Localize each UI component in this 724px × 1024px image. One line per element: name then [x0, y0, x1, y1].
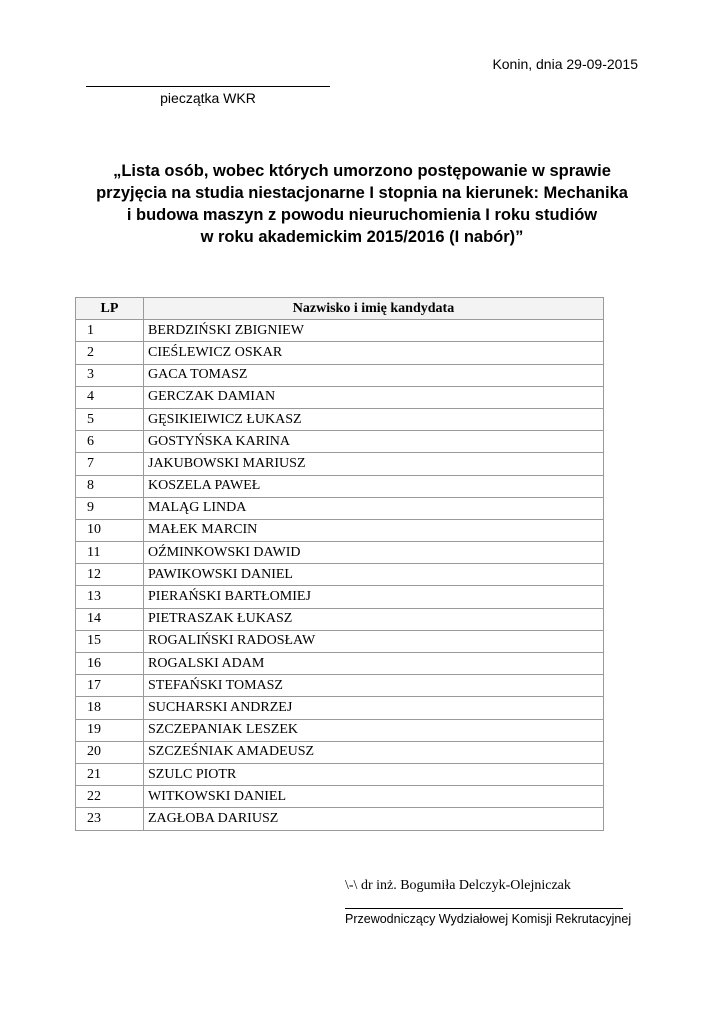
table-row	[76, 497, 604, 519]
candidate-name: SZCZEPANIAK LESZEK	[144, 719, 604, 741]
table-row	[76, 653, 604, 675]
title-line: przyjęcia na studia niestacjonarne I stopnia na kierunek: Mechanika	[96, 184, 628, 202]
table-row	[76, 697, 604, 719]
candidate-name: OŹMINKOWSKI DAWID	[144, 542, 604, 564]
row-number: 12	[76, 564, 144, 586]
row-number: 3	[76, 364, 144, 386]
table-row	[76, 564, 604, 586]
table-body	[76, 320, 604, 830]
candidate-name: KOSZELA PAWEŁ	[144, 475, 604, 497]
place-date: Konin, dnia 29-09-2015	[492, 56, 638, 72]
table-row	[76, 763, 604, 785]
title-line: „Lista osób, wobec których umorzono postępowanie w sprawie	[113, 162, 611, 180]
candidate-name: MALĄG LINDA	[144, 497, 604, 519]
candidate-name: BERDZIŃSKI ZBIGNIEW	[144, 320, 604, 342]
candidate-name: SZCZEŚNIAK AMADEUSZ	[144, 741, 604, 763]
title-line: i budowa maszyn z powodu nieuruchomienia I roku studiów	[126, 206, 598, 224]
row-number: 6	[76, 431, 144, 453]
table-row	[76, 786, 604, 808]
table-row	[76, 586, 604, 608]
row-number: 17	[76, 675, 144, 697]
row-number: 18	[76, 697, 144, 719]
candidate-name: STEFAŃSKI TOMASZ	[144, 675, 604, 697]
row-number: 20	[76, 741, 144, 763]
row-number: 4	[76, 386, 144, 408]
table-row	[76, 475, 604, 497]
row-number: 14	[76, 608, 144, 630]
row-number: 16	[76, 653, 144, 675]
signatory-role: Przewodniczący Wydziałowej Komisji Rekrutacyjnej	[345, 912, 632, 926]
candidates-table	[75, 297, 604, 831]
table-row	[76, 453, 604, 475]
candidate-name: PAWIKOWSKI DANIEL	[144, 564, 604, 586]
table-row	[76, 630, 604, 652]
candidate-name: WITKOWSKI DANIEL	[144, 786, 604, 808]
signature-line	[345, 908, 623, 909]
row-number: 5	[76, 408, 144, 430]
candidate-name: MAŁEK MARCIN	[144, 519, 604, 541]
candidate-name: PIETRASZAK ŁUKASZ	[144, 608, 604, 630]
candidate-name: GACA TOMASZ	[144, 364, 604, 386]
table-row	[76, 519, 604, 541]
table-row	[76, 364, 604, 386]
candidate-name: PIERAŃSKI BARTŁOMIEJ	[144, 586, 604, 608]
row-number: 15	[76, 630, 144, 652]
candidate-name: JAKUBOWSKI MARIUSZ	[144, 453, 604, 475]
candidate-name: ZAGŁOBA DARIUSZ	[144, 808, 604, 830]
row-number: 8	[76, 475, 144, 497]
table-row	[76, 431, 604, 453]
row-number: 19	[76, 719, 144, 741]
table-row	[76, 808, 604, 830]
row-number: 9	[76, 497, 144, 519]
table-row	[76, 542, 604, 564]
row-number: 10	[76, 519, 144, 541]
title-line: w roku akademickim 2015/2016 (I nabór)”	[200, 228, 524, 246]
candidate-name: CIEŚLEWICZ OSKAR	[144, 342, 604, 364]
candidate-name: GERCZAK DAMIAN	[144, 386, 604, 408]
document-title	[60, 160, 664, 248]
row-number: 11	[76, 542, 144, 564]
row-number: 21	[76, 763, 144, 785]
lp-column-header: LP	[76, 298, 144, 320]
table-row	[76, 342, 604, 364]
candidate-name: SZULC PIOTR	[144, 763, 604, 785]
name-column-header: Nazwisko i imię kandydata	[144, 298, 604, 320]
candidate-name: SUCHARSKI ANDRZEJ	[144, 697, 604, 719]
stamp-label: pieczątka WKR	[160, 90, 256, 106]
row-number: 2	[76, 342, 144, 364]
table-row	[76, 320, 604, 342]
row-number: 23	[76, 808, 144, 830]
row-number: 7	[76, 453, 144, 475]
row-number: 1	[76, 320, 144, 342]
candidate-name: GOSTYŃSKA KARINA	[144, 431, 604, 453]
table-row	[76, 386, 604, 408]
candidate-name: ROGALIŃSKI RADOSŁAW	[144, 630, 604, 652]
stamp-line	[86, 86, 330, 87]
table-header-row	[76, 298, 604, 320]
table-row	[76, 608, 604, 630]
candidate-name: ROGALSKI ADAM	[144, 653, 604, 675]
candidate-name: GĘSIKIEIWICZ ŁUKASZ	[144, 408, 604, 430]
table-row	[76, 408, 604, 430]
signature: \-\ dr inż. Bogumiła Delczyk-Olejniczak	[345, 878, 571, 893]
table-row	[76, 719, 604, 741]
row-number: 22	[76, 786, 144, 808]
row-number: 13	[76, 586, 144, 608]
table-row	[76, 675, 604, 697]
table-row	[76, 741, 604, 763]
